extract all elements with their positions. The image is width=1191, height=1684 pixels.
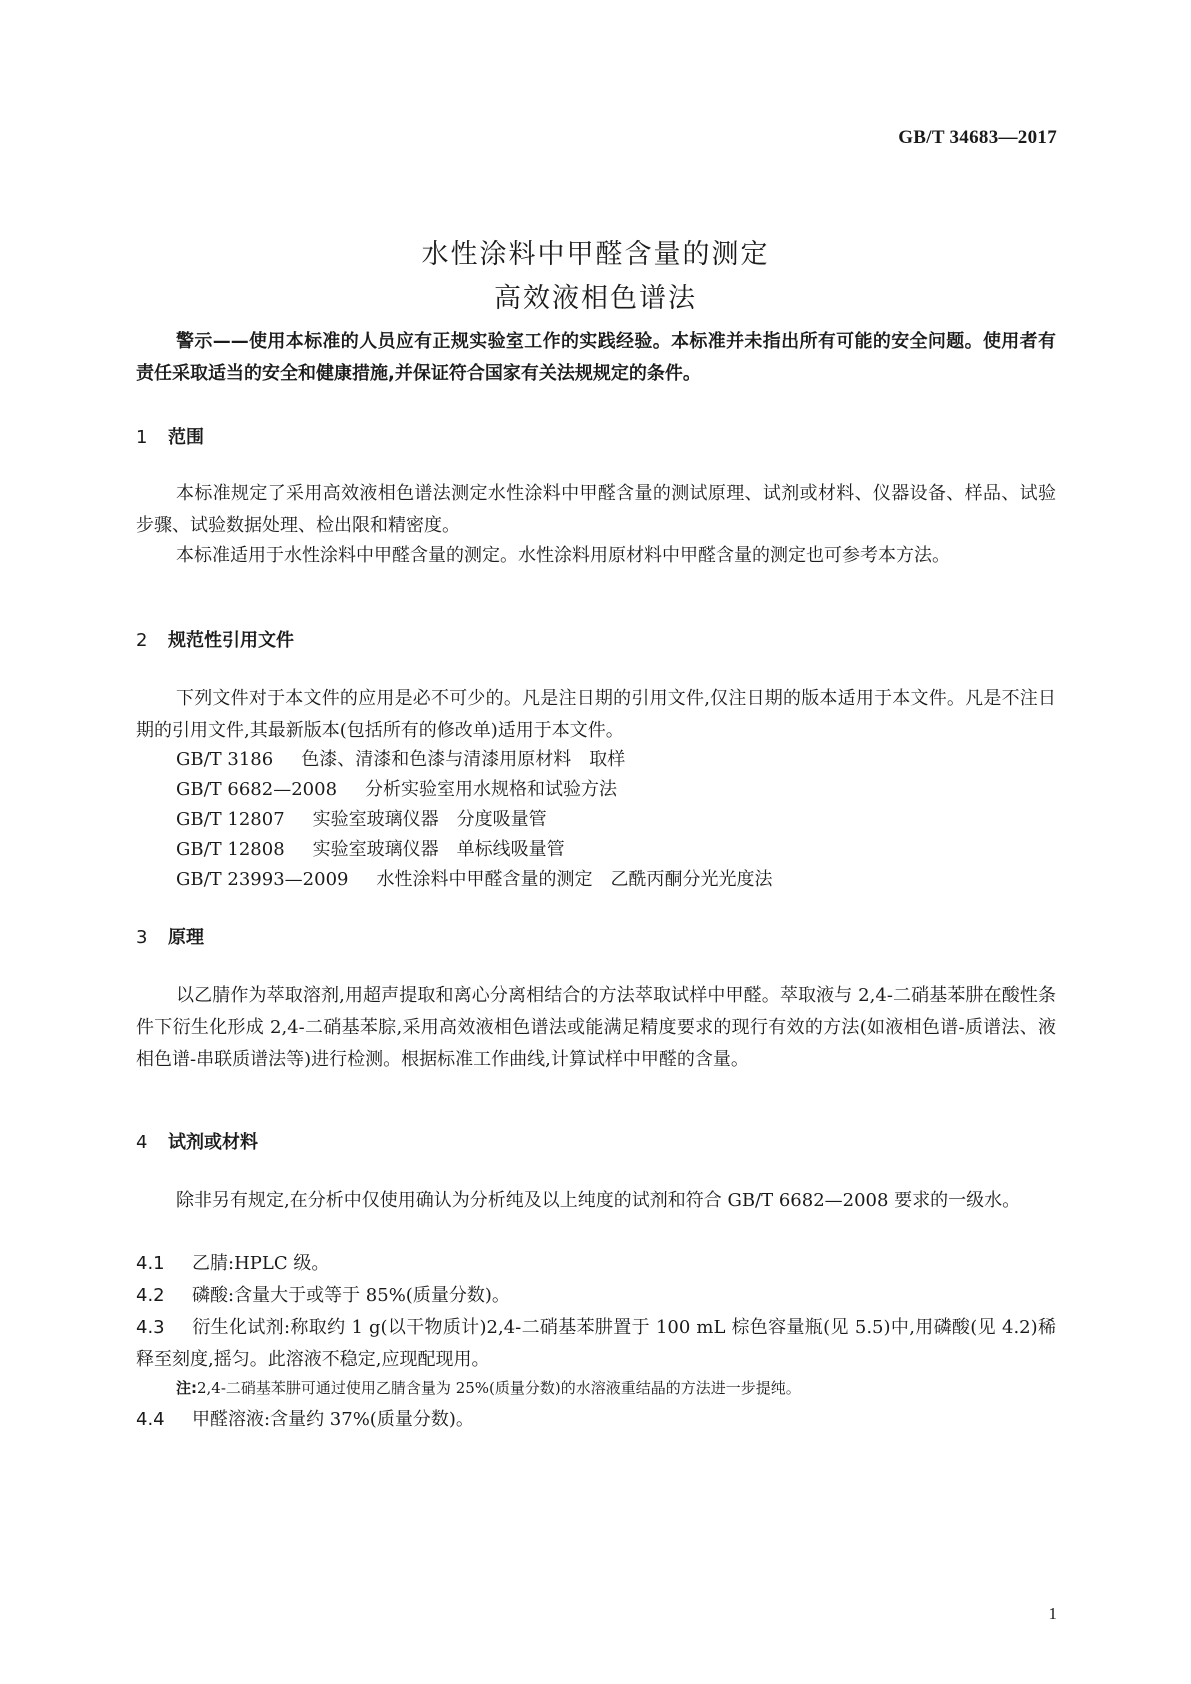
scope-paragraph-1: 本标准规定了采用高效液相色谱法测定水性涂料中甲醛含量的测试原理、试剂或材料、仪器设备、样品、试验步骤、试验数据处理、检出限和精密度。 [136,483,1056,536]
reference-title: 分析实验室用水规格和试验方法 [365,779,618,800]
principle-paragraph: 以乙腈作为萃取溶剂,用超声提取和离心分离相结合的方法萃取试样中甲醛。萃取液与 2,4-二硝基苯肼在酸性条件下衍生化形成 2,4-二硝基苯腙,采用高效液相色谱法或能满足精度要求的现行有效的方法(如液相色谱-质谱法、液相色谱-串联质谱法等)进行检测。根据标准工作曲线,计算试样中甲醛的含量。 [136,985,1056,1070]
safety-warning: 警示——使用本标准的人员应有正规实验室工作的实践经验。本标准并未指出所有可能的安全问题。使用者有责任采取适当的安全和健康措施,并保证符合国家有关法规规定的条件。 [136,331,1056,384]
section-number: 2 [136,630,148,651]
note-label: 注: [176,1379,197,1397]
page-number: 1 [1048,1604,1057,1623]
note [176,1377,801,1399]
reference-item [176,747,625,773]
note-text: 2,4-二硝基苯肼可通过使用乙腈含量为 25%(质量分数)的水溶液重结晶的方法进一步提纯。 [197,1379,801,1397]
reference-item [176,867,772,893]
document-title-line1: 水性涂料中甲醛含量的测定 [421,239,770,270]
reference-code: GB/T 12807 [176,809,285,830]
item-number: 4.2 [136,1285,165,1306]
section-title: 规范性引用文件 [168,630,294,651]
reagents-intro-paragraph: 除非另有规定,在分析中仅使用确认为分析纯及以上纯度的试剂和符合 GB/T 6682—2008 要求的一级水。 [176,1190,1021,1211]
item-number: 4.4 [136,1409,165,1430]
reference-title: 实验室玻璃仪器 分度吸量管 [312,809,547,830]
section-heading-scope [136,426,204,450]
scope-paragraph-2: 本标准适用于水性涂料中甲醛含量的测定。水性涂料用原材料中甲醛含量的测定也可参考本方法。 [176,545,950,566]
reference-title: 水性涂料中甲醛含量的测定 乙酰丙酮分光光度法 [376,869,773,890]
item-text: 衍生化试剂:称取约 1 g(以干物质计)2,4-二硝基苯肼置于 100 mL 棕色容量瓶(见 5.5)中,用磷酸(见 4.2)稀释至刻度,摇匀。此溶液不稳定,应现配现用。 [136,1317,1056,1370]
section-title: 试剂或材料 [168,1132,258,1153]
reference-code: GB/T 6682—2008 [176,779,338,800]
reagent-item [136,1404,474,1436]
reference-item [176,837,565,863]
section-heading-normative-references [136,629,294,653]
document-title-line2: 高效液相色谱法 [494,283,697,314]
item-text: 磷酸:含量大于或等于 85%(质量分数)。 [192,1285,510,1306]
reference-item [176,777,617,803]
reference-code: GB/T 12808 [176,839,285,860]
item-number: 4.3 [136,1317,165,1338]
reference-code: GB/T 23993—2009 [176,869,349,890]
reference-code: GB/T 3186 [176,749,274,770]
reagent-item [136,1280,510,1312]
section-heading-reagents [136,1131,258,1155]
item-text: 乙腈:HPLC 级。 [192,1253,330,1274]
section-title: 范围 [168,427,204,448]
reference-title: 色漆、清漆和色漆与清漆用原材料 取样 [301,749,626,770]
standard-code: GB/T 34683—2017 [898,127,1057,148]
reference-item [176,807,547,833]
section-heading-principle [136,926,204,950]
reagent-item [136,1248,329,1280]
reference-title: 实验室玻璃仪器 单标线吸量管 [312,839,565,860]
reagent-item [136,1312,1056,1376]
section-number: 3 [136,927,148,948]
section-number: 1 [136,427,148,448]
item-number: 4.1 [136,1253,165,1274]
section-title: 原理 [168,927,204,948]
section-number: 4 [136,1132,148,1153]
item-text: 甲醛溶液:含量约 37%(质量分数)。 [192,1409,474,1430]
references-intro-paragraph: 下列文件对于本文件的应用是必不可少的。凡是注日期的引用文件,仅注日期的版本适用于本文件。凡是不注日期的引用文件,其最新版本(包括所有的修改单)适用于本文件。 [136,688,1056,741]
